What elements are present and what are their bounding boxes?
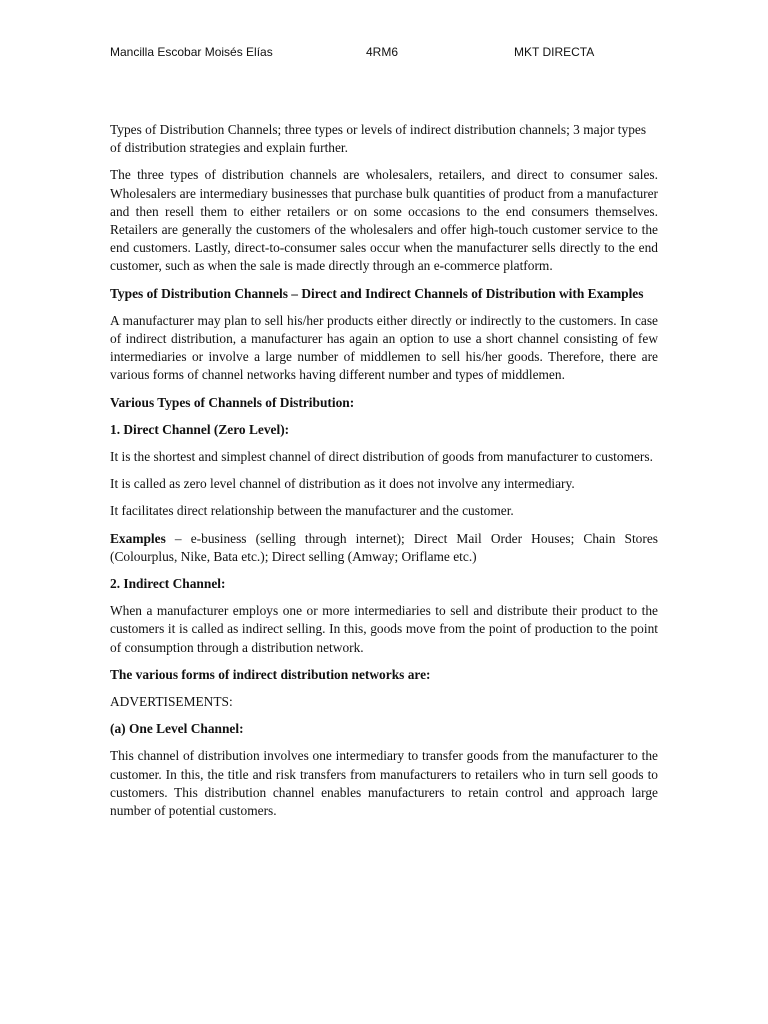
types-heading: Types of Distribution Channels – Direct and Indirect Channels of Distribution with Examples	[110, 285, 644, 301]
advertisements-label: ADVERTISEMENTS:	[110, 694, 233, 710]
direct-channel-heading: 1. Direct Channel (Zero Level):	[110, 421, 290, 437]
header-subject: MKT DIRECTA	[514, 45, 595, 59]
intro-paragraph: Types of Distribution Channels; three types or levels of indirect distribution channels; 3 major types of distribution strategies and explain further.	[110, 122, 647, 156]
header-author: Mancilla Escobar Moisés Elías	[110, 45, 273, 59]
examples-text: – e-business (selling through internet); Direct Mail Order Houses; Chain Stores (Colourplus, Nike, Bata etc.); Direct selling (Amway; Oriflame etc.)	[110, 530, 658, 564]
page-header	[110, 43, 658, 61]
indirect-channel-heading: 2. Indirect Channel:	[110, 576, 226, 592]
examples-paragraph	[110, 530, 658, 566]
examples-label: Examples	[110, 530, 166, 546]
indirect-forms-heading: The various forms of indirect distribution networks are:	[110, 666, 431, 682]
one-level-heading: (a) One Level Channel:	[110, 721, 244, 737]
header-group: 4RM6	[366, 45, 399, 59]
indirect-paragraph: When a manufacturer employs one or more intermediaries to sell and distribute their product to the customers it is called as indirect selling. In this, goods move from the point of production to the point of consumption through a distribution network.	[110, 603, 658, 655]
one-level-paragraph: This channel of distribution involves one intermediary to transfer goods from the manufacturer to the customer. In this, the title and risk transfers from manufacturers to retailers who in turn sell goods to customers. This distribution channel enables manufacturers to retain control and approach large number of potential customers.	[110, 748, 658, 819]
three-types-paragraph: The three types of distribution channels are wholesalers, retailers, and direct to consumer sales. Wholesalers are intermediary businesses that purchase bulk quantities of product from a manufacturer and then resell them to either retailers or on some occasions to the end consumers themselves. Retailers are generally the customers of the wholesalers and offer high-touch customer service to the end customers. Lastly, direct-to-consumer sales occur when the manufacturer sells directly to the end customer, such as when the sale is made directly through an e-commerce platform.	[110, 167, 658, 274]
manufacturer-paragraph: A manufacturer may plan to sell his/her products either directly or indirectly to the customers. In case of indirect distribution, a manufacturer has again an option to use a short channel consisting of few intermediaries or involve a large number of middlemen to sell his/her goods. Therefore, there are various forms of channel networks having different number and types of middlemen.	[110, 312, 658, 383]
direct-paragraph-2: It is called as zero level channel of distribution as it does not involve any intermediary.	[110, 476, 575, 492]
various-types-heading: Various Types of Channels of Distribution:	[110, 394, 355, 410]
direct-paragraph-1: It is the shortest and simplest channel of direct distribution of goods from manufacturer to customers.	[110, 449, 653, 465]
document-body	[110, 121, 658, 829]
direct-paragraph-3: It facilitates direct relationship between the manufacturer and the customer.	[110, 503, 514, 519]
